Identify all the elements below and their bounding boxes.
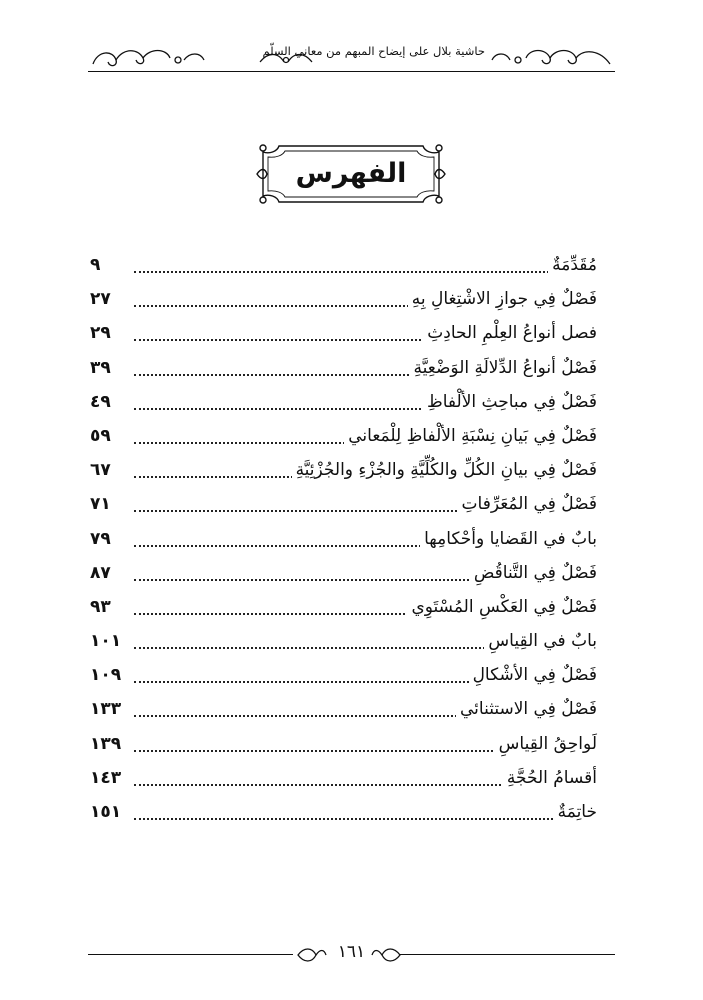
toc-entry — [90, 731, 597, 765]
running-header — [88, 40, 615, 80]
toc-entry-label: فَصْلٌ فِي مباحِثِ الألْفاظِ — [423, 392, 597, 412]
toc-entry-label: لَواحِقُ القِياسِ — [495, 734, 597, 754]
toc-entry — [90, 662, 597, 696]
toc-entry-label: خاتِمَةٌ — [554, 802, 597, 822]
toc-entry — [90, 491, 597, 525]
toc-entry-page: ٧١ — [90, 494, 115, 514]
toc-entry — [90, 799, 597, 833]
toc-entry-label: فَصْلٌ فِي بَيانِ نِسْبَةِ الألْفاظِ لِلْمَعاني — [344, 426, 597, 446]
toc-title-frame — [255, 140, 447, 208]
toc-entry-label: فَصْلٌ فِي الاستثنائي — [456, 699, 597, 719]
header-rule — [88, 71, 615, 72]
toc-entry-label: فَصْلٌ فِي العَكْسِ المُسْتَوِي — [407, 597, 597, 617]
toc-title: الفهرس — [295, 158, 407, 189]
header-ornament-right-icon — [488, 40, 615, 74]
toc-entry — [90, 696, 597, 730]
toc-entry — [90, 457, 597, 491]
toc-entry-page: ٦٧ — [90, 460, 115, 480]
toc-entry — [90, 355, 597, 389]
footer-rule-right — [400, 954, 615, 955]
toc-entry-page: ١٠٩ — [90, 665, 125, 685]
toc-entry-label: فَصْلٌ فِي المُعَرِّفاتِ — [458, 494, 597, 514]
toc-entry-label: فَصْلٌ فِي جوازِ الاشْتِغالِ بِهِ — [408, 289, 597, 309]
toc-entry-page: ٣٩ — [90, 358, 115, 378]
dot-leader — [134, 818, 593, 820]
toc-entry-page: ٥٩ — [90, 426, 115, 446]
toc-entry — [90, 526, 597, 560]
toc-entry — [90, 320, 597, 354]
toc-entry-page: ١٥١ — [90, 802, 125, 822]
toc-entry — [90, 765, 597, 799]
page-number: ١٦١ — [337, 942, 366, 962]
toc-entry-page: ١٣٩ — [90, 734, 125, 754]
toc-entry-page: ١٣٣ — [90, 699, 125, 719]
toc-entry — [90, 286, 597, 320]
toc-entry-label: بابٌ في القِياسِ — [484, 631, 597, 651]
toc-entry-label: فصل أنواعُ العِلْمِ الحادِثِ — [423, 323, 597, 343]
toc-entry-label: فَصْلٌ فِي التَّناقُضِ — [470, 563, 597, 583]
toc-entry-page: ١٤٣ — [90, 768, 125, 788]
toc-entry-page: ٩ — [90, 255, 104, 275]
toc-entry-page: ٢٩ — [90, 323, 115, 343]
toc-entry — [90, 389, 597, 423]
header-ornament-left-icon — [88, 40, 208, 74]
page-footer — [88, 940, 615, 970]
toc-entry-label: فَصْلٌ فِي الأشْكالِ — [469, 665, 597, 685]
toc-entry-page: ١٠١ — [90, 631, 125, 651]
toc-entry — [90, 560, 597, 594]
toc-entry-page: ٩٣ — [90, 597, 115, 617]
toc-entry — [90, 628, 597, 662]
toc-entry-label: أقسامُ الحُجَّةِ — [503, 768, 597, 788]
footer-ornament-right-icon — [370, 945, 402, 965]
toc-entry-label: بابٌ في القَضايا وأحْكامِها — [420, 529, 597, 549]
toc-entry-label: مُقَدِّمَةٌ — [548, 255, 597, 275]
toc-entry-page: ٨٧ — [90, 563, 115, 583]
toc-list — [90, 252, 597, 833]
dot-leader — [134, 271, 593, 273]
toc-entry-page: ٧٩ — [90, 529, 115, 549]
toc-entry — [90, 423, 597, 457]
header-title: حاشية بلال على إيضاح المبهم من معاني السلّم — [262, 44, 485, 58]
toc-entry-label: فَصْلٌ فِي بيانِ الكُلِّ والكُلِّيَّةِ والجُزْءِ والجُزْئِيَّةِ — [292, 460, 597, 480]
toc-entry-page: ٤٩ — [90, 392, 115, 412]
toc-entry — [90, 594, 597, 628]
toc-entry — [90, 252, 597, 286]
toc-entry-page: ٢٧ — [90, 289, 115, 309]
toc-entry-label: فَصْلٌ أنواعُ الدِّلالَةِ الوَضْعِيَّةِ — [410, 358, 597, 378]
